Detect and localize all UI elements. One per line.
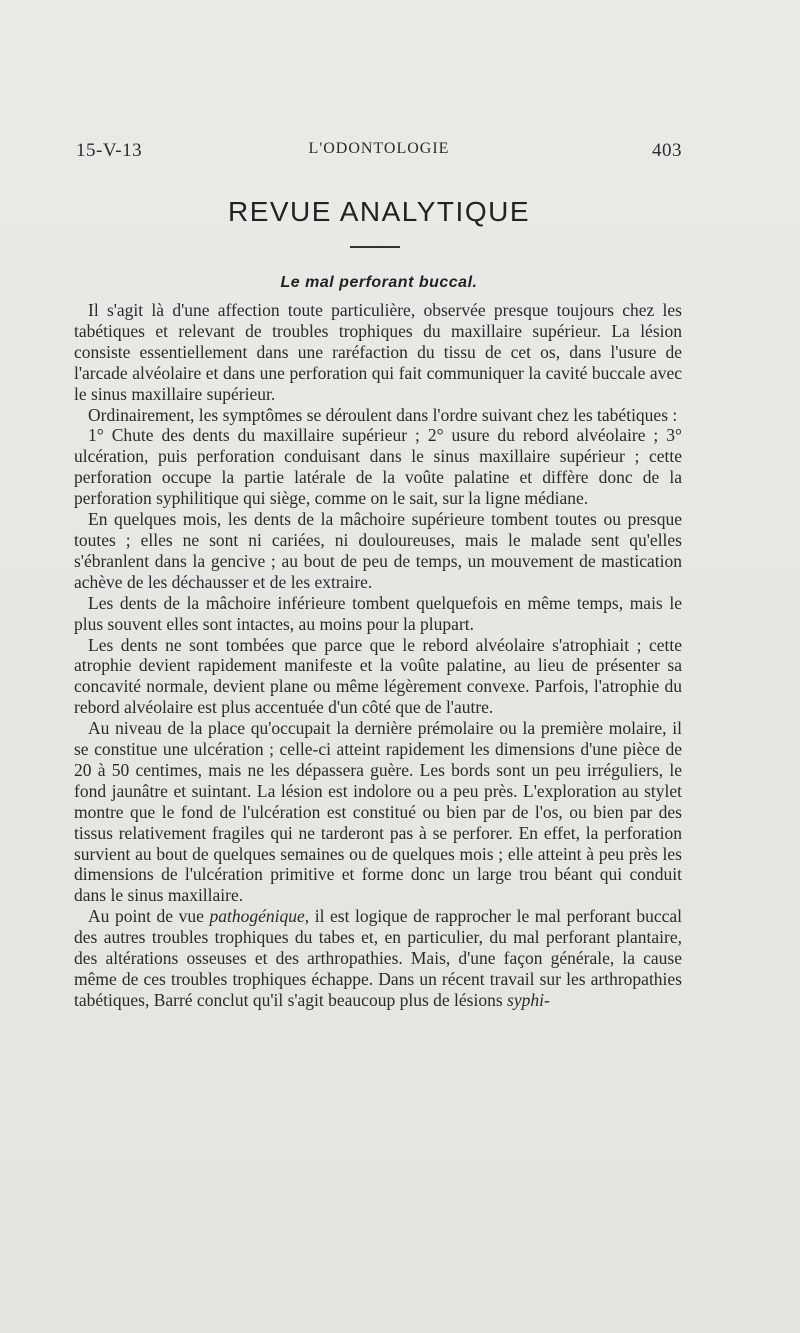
paragraph: 1° Chute des dents du maxillaire supérieur ; 2° usure du rebord alvéolaire ; 3° ulcération, puis perforation conduisant dans le sinus maxillaire supérieur ; cette perforation occupe la partie latérale de la voûte palatine et diffère donc de la perforation syphilitique qui siège, comme on le sait, sur la ligne médiane. [74, 425, 682, 509]
journal-name: L'ODONTOLOGIE [308, 140, 450, 157]
section-title: REVUE ANALYTIQUE [227, 196, 530, 227]
paragraph: Ordinairement, les symptômes se déroulent dans l'ordre suivant chez les tabétiques : [88, 404, 678, 425]
italic-term: pathogénique [209, 906, 305, 927]
paragraph: Les dents ne sont tombées que parce que le rebord alvéolaire s'atrophiait ; cette atrophie devient rapidement manifeste et la voûte palatine, au lieu de présenter sa concavité normale, devient plane ou même légèrement convexe. Parfois, l'atrophie du rebord alvéolaire est plus accentuée d'un côté que de l'autre. [74, 634, 682, 718]
page-number: 403 [652, 140, 682, 161]
title-divider [350, 246, 400, 248]
text-run: Au point de vue [88, 906, 210, 927]
paragraph-last [74, 906, 682, 1011]
italic-term: syphi- [507, 989, 550, 1010]
paragraph: Il s'agit là d'une affection toute particulière, observée presque toujours chez les tabétiques et relevant de troubles trophiques du maxillaire supérieur. La lésion consiste essentiellement dans une raréfaction du tissu de cet os, dans l'usure de l'arcade alvéolaire et dans une perforation qui fait communiquer la cavité buccale avec le sinus maxillaire supérieur. [74, 300, 682, 404]
issue-date: 15-V-13 [76, 140, 143, 161]
article-subtitle: Le mal perforant buccal. [280, 274, 478, 291]
paragraph: Au niveau de la place qu'occupait la dernière prémolaire ou la première molaire, il se constitue une ulcération ; celle-ci atteint rapidement les dimensions d'une pièce de 20 à 50 centimes, mais ne les dépassera guère. Les bords sont un peu irréguliers, le fond jaunâtre et suintant. La lésion est indolore ou a peu près. L'exploration au stylet montre que le fond de l'ulcération est constitué ou bien par de l'os, ou bien par des tissus relativement fragiles qui ne tarderont pas à se perforer. En effet, la perforation survient au bout de quelques semaines ou de quelques mois ; elle atteint à peu près les dimensions de l'ulcération primitive et forme donc un large trou béant qui conduit dans le sinus maxillaire. [74, 718, 682, 906]
running-head [76, 140, 682, 166]
text-run: , il est logique de rapprocher le mal perforant buccal des autres troubles trophiques du tabes et, en particulier, du mal perforant plantaire, des altérations osseuses et des arthropathies. Mais, d'une façon générale, la cause même de ces troubles trophiques échappe. Dans un récent travail sur les arthropathies tabétiques, Barré conclut qu'il s'agit beaucoup plus de lésions [74, 906, 682, 1010]
paragraph: En quelques mois, les dents de la mâchoire supérieure tombent toutes ou presque toutes ; elles ne sont ni cariées, ni douloureuses, mais le malade sent qu'elles s'ébranlent dans la gencive ; au bout de peu de temps, un mouvement de mastication achève de les déchausser et de les extraire. [74, 509, 682, 592]
article-body [74, 300, 682, 1011]
paragraph: Les dents de la mâchoire inférieure tombent quelquefois en même temps, mais le plus souvent elles sont intactes, au moins pour la plupart. [74, 592, 682, 634]
